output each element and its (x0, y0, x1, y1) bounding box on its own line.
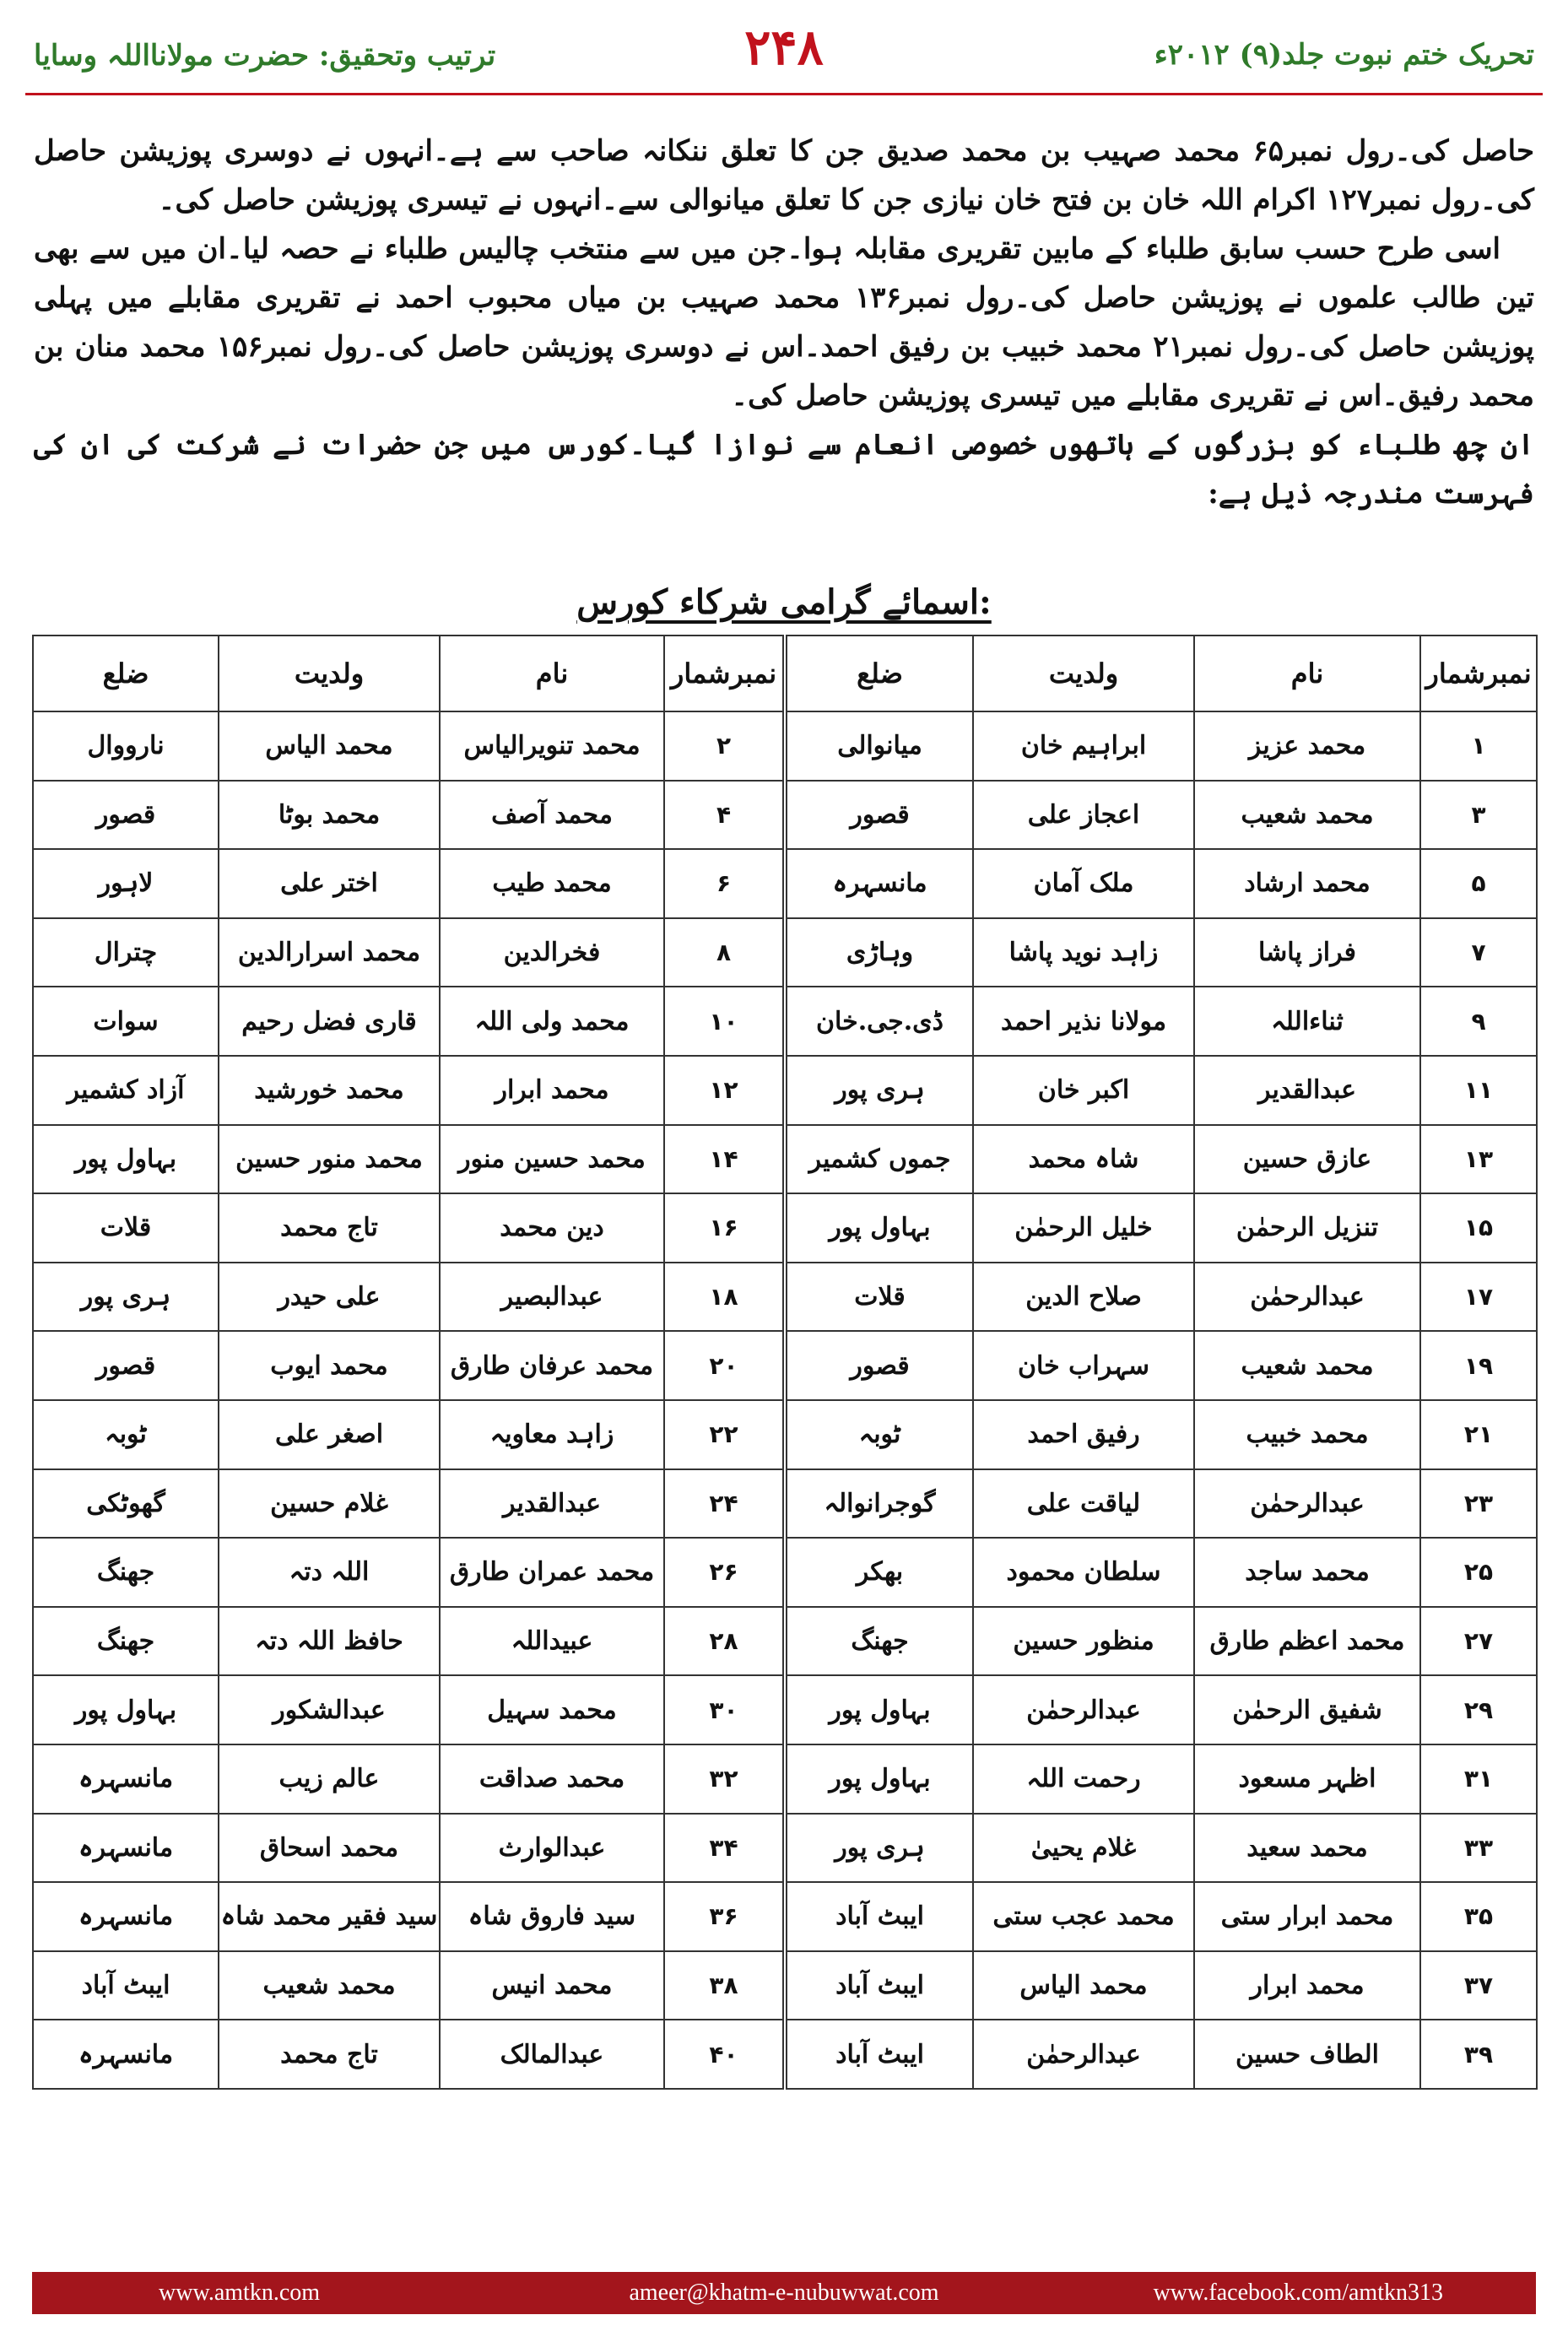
table-row (33, 2020, 1537, 2089)
name-cell: دین محمد (440, 1193, 664, 1263)
serial-cell: ۱۰ (664, 987, 785, 1056)
name-cell: محمد عرفان طارق (440, 1331, 664, 1400)
name-cell: محمد ساجد (1194, 1538, 1420, 1607)
serial-cell: ۴ (664, 781, 785, 850)
parentage-cell: اللہ دتہ (219, 1538, 440, 1607)
district-cell: ایبٹ آباد (785, 2020, 973, 2089)
parentage-cell: منظور حسین (973, 1607, 1194, 1676)
table-row (33, 1607, 1537, 1676)
name-cell: محمد خبیب (1194, 1400, 1420, 1469)
column-header: ولدیت (219, 636, 440, 711)
district-cell: ایبٹ آباد (33, 1951, 219, 2020)
name-cell: تنزیل الرحمٰن (1194, 1193, 1420, 1263)
name-cell: فراز پاشا (1194, 918, 1420, 987)
parentage-cell: خلیل الرحمٰن (973, 1193, 1194, 1263)
table-row (33, 1263, 1537, 1332)
district-cell: گھوٹکی (33, 1469, 219, 1539)
parentage-cell: قاری فضل رحیم (219, 987, 440, 1056)
name-cell: اظہر مسعود (1194, 1744, 1420, 1814)
table-row (33, 1331, 1537, 1400)
name-cell: عبدالوارث (440, 1814, 664, 1883)
serial-cell: ۴۰ (664, 2020, 785, 2089)
name-cell: فخرالدین (440, 918, 664, 987)
district-cell: جھنگ (33, 1538, 219, 1607)
name-cell: عبدالقدیر (440, 1469, 664, 1539)
district-cell: میانوالی (785, 711, 973, 781)
table-row (33, 1469, 1537, 1539)
serial-cell: ۲۳ (1420, 1469, 1537, 1539)
serial-cell: ۱۳ (1420, 1125, 1537, 1194)
header-compiler: ترتیب وتحقیق: حضرت مولانااللہ وسایا (34, 39, 496, 73)
footer-facebook-link[interactable]: www.facebook.com/amtkn313 (1153, 2280, 1443, 2306)
page-footer (32, 2272, 1536, 2314)
serial-cell: ۳۷ (1420, 1951, 1537, 2020)
serial-cell: ۲۰ (664, 1331, 785, 1400)
table-row (33, 1538, 1537, 1607)
name-cell: محمد سہیل (440, 1675, 664, 1744)
parentage-cell: اکبر خان (973, 1056, 1194, 1125)
table-row (33, 711, 1537, 781)
parentage-cell: علی حیدر (219, 1263, 440, 1332)
name-cell: محمد سعید (1194, 1814, 1420, 1883)
parentage-cell: محمد الیاس (973, 1951, 1194, 2020)
district-cell: جموں کشمیر (785, 1125, 973, 1194)
parentage-cell: محمد بوٹا (219, 781, 440, 850)
serial-cell: ۱ (1420, 711, 1537, 781)
intro-paragraph-1: حاصل کی۔رول نمبر۶۵ محمد صہیب بن محمد صدیق جن کا تعلق ننکانہ صاحب سے ہے۔انہوں نے دوسری پوزیشن حاصل کی۔رول نمبر۱۲۷ اکرام اللہ خان بن فتح خان نیازی جن کا تعلق میانوالی سے۔انہوں نے تیسری پوزیشن حاصل کی۔ (34, 134, 1534, 217)
serial-cell: ۳۳ (1420, 1814, 1537, 1883)
district-cell: ٹوبہ (785, 1400, 973, 1469)
header-divider (25, 93, 1543, 95)
district-cell: نارووال (33, 711, 219, 781)
table-row (33, 1400, 1537, 1469)
district-cell: قصور (33, 1331, 219, 1400)
list-heading (0, 582, 1568, 622)
table-body (33, 711, 1537, 2089)
parentage-cell: غلام حسین (219, 1469, 440, 1539)
parentage-cell: محمد الیاس (219, 711, 440, 781)
district-cell: بہاول پور (785, 1675, 973, 1744)
serial-cell: ۲ (664, 711, 785, 781)
serial-cell: ۲۹ (1420, 1675, 1537, 1744)
parentage-cell: رفیق احمد (973, 1400, 1194, 1469)
table-row (33, 1125, 1537, 1194)
parentage-cell: محمد عجب ستی (973, 1882, 1194, 1951)
district-cell: جھنگ (33, 1607, 219, 1676)
page-header (0, 0, 1568, 101)
parentage-cell: غلام یحییٰ (973, 1814, 1194, 1883)
serial-cell: ۱۸ (664, 1263, 785, 1332)
column-header: ولدیت (973, 636, 1194, 711)
district-cell: قلات (785, 1263, 973, 1332)
name-cell: محمد عزیز (1194, 711, 1420, 781)
district-cell: مانسہرہ (785, 849, 973, 918)
name-cell: محمد اعظم طارق (1194, 1607, 1420, 1676)
serial-cell: ۳۶ (664, 1882, 785, 1951)
footer-email-link[interactable]: ameer@khatm-e-nubuwwat.com (629, 2280, 939, 2306)
parentage-cell: رحمت اللہ (973, 1744, 1194, 1814)
parentage-cell: محمد اسرارالدین (219, 918, 440, 987)
serial-cell: ۲۷ (1420, 1607, 1537, 1676)
serial-cell: ۲۵ (1420, 1538, 1537, 1607)
name-cell: محمد ابرار ستی (1194, 1882, 1420, 1951)
parentage-cell: حافظ اللہ دتہ (219, 1607, 440, 1676)
serial-cell: ۳۸ (664, 1951, 785, 2020)
parentage-cell: تاج محمد (219, 2020, 440, 2089)
district-cell: مانسہرہ (33, 2020, 219, 2089)
parentage-cell: ابراہیم خان (973, 711, 1194, 781)
name-cell: محمد ابرار (1194, 1951, 1420, 2020)
district-cell: ہری پور (785, 1056, 973, 1125)
parentage-cell: عبدالرحمٰن (973, 2020, 1194, 2089)
district-cell: چترال (33, 918, 219, 987)
parentage-cell: اصغر علی (219, 1400, 440, 1469)
name-cell: محمد عمران طارق (440, 1538, 664, 1607)
serial-cell: ۱۹ (1420, 1331, 1537, 1400)
header-book-title: تحریک ختم نبوت جلد(۹) ۲۰۱۲ء (1154, 38, 1534, 72)
table-row (33, 918, 1537, 987)
district-cell: سوات (33, 987, 219, 1056)
name-cell: عازق حسین (1194, 1125, 1420, 1194)
district-cell: مانسہرہ (33, 1814, 219, 1883)
parentage-cell: محمد منور حسین (219, 1125, 440, 1194)
name-cell: ثناءاللہ (1194, 987, 1420, 1056)
district-cell: وہاڑی (785, 918, 973, 987)
column-header: نام (1194, 636, 1420, 711)
district-cell: مانسہرہ (33, 1882, 219, 1951)
table-row (33, 987, 1537, 1056)
district-cell: ہری پور (33, 1263, 219, 1332)
parentage-cell: تاج محمد (219, 1193, 440, 1263)
table-row (33, 1056, 1537, 1125)
column-header: نام (440, 636, 664, 711)
parentage-cell: صلاح الدین (973, 1263, 1194, 1332)
serial-cell: ۱۴ (664, 1125, 785, 1194)
serial-cell: ۲۸ (664, 1607, 785, 1676)
district-cell: بہاول پور (33, 1675, 219, 1744)
district-cell: ٹوبہ (33, 1400, 219, 1469)
serial-cell: ۳۰ (664, 1675, 785, 1744)
district-cell: بہاول پور (785, 1193, 973, 1263)
table-row (33, 1814, 1537, 1883)
parentage-cell: محمد ایوب (219, 1331, 440, 1400)
district-cell: بہاول پور (785, 1744, 973, 1814)
table-row (33, 1193, 1537, 1263)
name-cell: شفیق الرحمٰن (1194, 1675, 1420, 1744)
parentage-cell: محمد خورشید (219, 1056, 440, 1125)
name-cell: محمد انیس (440, 1951, 664, 2020)
serial-cell: ۵ (1420, 849, 1537, 918)
table-row (33, 1675, 1537, 1744)
serial-cell: ۳۲ (664, 1744, 785, 1814)
name-cell: محمد شعیب (1194, 1331, 1420, 1400)
parentage-cell: ملک آمان (973, 849, 1194, 918)
name-cell: زاہد معاویہ (440, 1400, 664, 1469)
parentage-cell: محمد شعیب (219, 1951, 440, 2020)
table-header-row (33, 636, 1537, 711)
serial-cell: ۳۹ (1420, 2020, 1537, 2089)
serial-cell: ۷ (1420, 918, 1537, 987)
district-cell: بہاول پور (33, 1125, 219, 1194)
name-cell: محمد ولی اللہ (440, 987, 664, 1056)
serial-cell: ۱۲ (664, 1056, 785, 1125)
name-cell: محمد آصف (440, 781, 664, 850)
name-cell: محمد حسین منور (440, 1125, 664, 1194)
district-cell: قصور (33, 781, 219, 850)
parentage-cell: اعجاز علی (973, 781, 1194, 850)
footer-website-link[interactable]: www.amtkn.com (159, 2280, 321, 2306)
district-cell: مانسہرہ (33, 1744, 219, 1814)
name-cell: سید فاروق شاہ (440, 1882, 664, 1951)
name-cell: الطاف حسین (1194, 2020, 1420, 2089)
table-row (33, 1951, 1537, 2020)
district-cell: ایبٹ آباد (785, 1951, 973, 2020)
participants-table (32, 635, 1538, 2090)
table-row (33, 1882, 1537, 1951)
table-row (33, 781, 1537, 850)
serial-cell: ۳۵ (1420, 1882, 1537, 1951)
name-cell: محمد طیب (440, 849, 664, 918)
parentage-cell: سید فقیر محمد شاہ (219, 1882, 440, 1951)
district-cell: گوجرانوالہ (785, 1469, 973, 1539)
serial-cell: ۸ (664, 918, 785, 987)
parentage-cell: محمد اسحاق (219, 1814, 440, 1883)
name-cell: محمد ابرار (440, 1056, 664, 1125)
district-cell: جھنگ (785, 1607, 973, 1676)
column-header: نمبرشمار (664, 636, 785, 711)
name-cell: محمد شعیب (1194, 781, 1420, 850)
serial-cell: ۱۶ (664, 1193, 785, 1263)
name-cell: محمد ارشاد (1194, 849, 1420, 918)
list-heading-text: اسمائے گرامی شرکاء کورس: (576, 582, 992, 622)
district-cell: ہری پور (785, 1814, 973, 1883)
serial-cell: ۹ (1420, 987, 1537, 1056)
name-cell: عبدالرحمٰن (1194, 1263, 1420, 1332)
name-cell: عبدالمالک (440, 2020, 664, 2089)
page-number: ۲۴۸ (744, 19, 824, 76)
serial-cell: ۲۶ (664, 1538, 785, 1607)
serial-cell: ۳۴ (664, 1814, 785, 1883)
serial-cell: ۱۵ (1420, 1193, 1537, 1263)
name-cell: محمد تنویرالیاس (440, 711, 664, 781)
district-cell: ڈی.جی.خان (785, 987, 973, 1056)
parentage-cell: سلطان محمود (973, 1538, 1194, 1607)
district-cell: آزاد کشمیر (33, 1056, 219, 1125)
serial-cell: ۱۷ (1420, 1263, 1537, 1332)
parentage-cell: عالم زیب (219, 1744, 440, 1814)
parentage-cell: عبدالرحمٰن (973, 1675, 1194, 1744)
parentage-cell: عبدالشکور (219, 1675, 440, 1744)
table-row (33, 849, 1537, 918)
intro-paragraph-2: اسی طرح حسب سابق طلباء کے مابین تقریری مقابلہ ہوا۔جن میں سے منتخب چالیس طلباء نے حصہ لیا۔ان میں سے بھی تین طالب علموں نے پوزیشن حاصل کی۔رول نمبر۱۳۶ محمد صہیب بن میاں محبوب احمد نے تقریری مقابلے میں پہلی پوزیشن حاصل کی۔رول نمبر۲۱ محمد خبیب بن رفیق احمد۔اس نے دوسری پوزیشن حاصل کی۔رول نمبر۱۵۶ محمد منان بن محمد رفیق۔اس نے تقریری مقابلے میں تیسری پوزیشن حاصل کی۔ (34, 232, 1534, 413)
district-cell: قصور (785, 781, 973, 850)
name-cell: عبدالرحمٰن (1194, 1469, 1420, 1539)
serial-cell: ۱۱ (1420, 1056, 1537, 1125)
parentage-cell: مولانا نذیر احمد (973, 987, 1194, 1056)
district-cell: لاہور (33, 849, 219, 918)
name-cell: محمد صداقت (440, 1744, 664, 1814)
parentage-cell: شاہ محمد (973, 1125, 1194, 1194)
district-cell: ایبٹ آباد (785, 1882, 973, 1951)
table-row (33, 1744, 1537, 1814)
name-cell: عبدالقدیر (1194, 1056, 1420, 1125)
serial-cell: ۳ (1420, 781, 1537, 850)
parentage-cell: اختر علی (219, 849, 440, 918)
name-cell: عبیداللہ (440, 1607, 664, 1676)
serial-cell: ۲۲ (664, 1400, 785, 1469)
serial-cell: ۲۴ (664, 1469, 785, 1539)
district-cell: قلات (33, 1193, 219, 1263)
parentage-cell: سہراب خان (973, 1331, 1194, 1400)
intro-paragraph-3: ان چھ طلباء کو بزرگوں کے ہاتھوں خصوصی انعام سے نوازا گیا۔کورس میں جن حضرات نے شرکت کی ان کی فہرست مندرجہ ذیل ہے: (34, 428, 1534, 511)
parentage-cell: زاہد نوید پاشا (973, 918, 1194, 987)
serial-cell: ۲۱ (1420, 1400, 1537, 1469)
column-header: نمبرشمار (1420, 636, 1537, 711)
district-cell: بھکر (785, 1538, 973, 1607)
serial-cell: ۶ (664, 849, 785, 918)
intro-text (34, 127, 1534, 518)
column-header: ضلع (785, 636, 973, 711)
parentage-cell: لیاقت علی (973, 1469, 1194, 1539)
name-cell: عبدالبصیر (440, 1263, 664, 1332)
serial-cell: ۳۱ (1420, 1744, 1537, 1814)
district-cell: قصور (785, 1331, 973, 1400)
column-header: ضلع (33, 636, 219, 711)
